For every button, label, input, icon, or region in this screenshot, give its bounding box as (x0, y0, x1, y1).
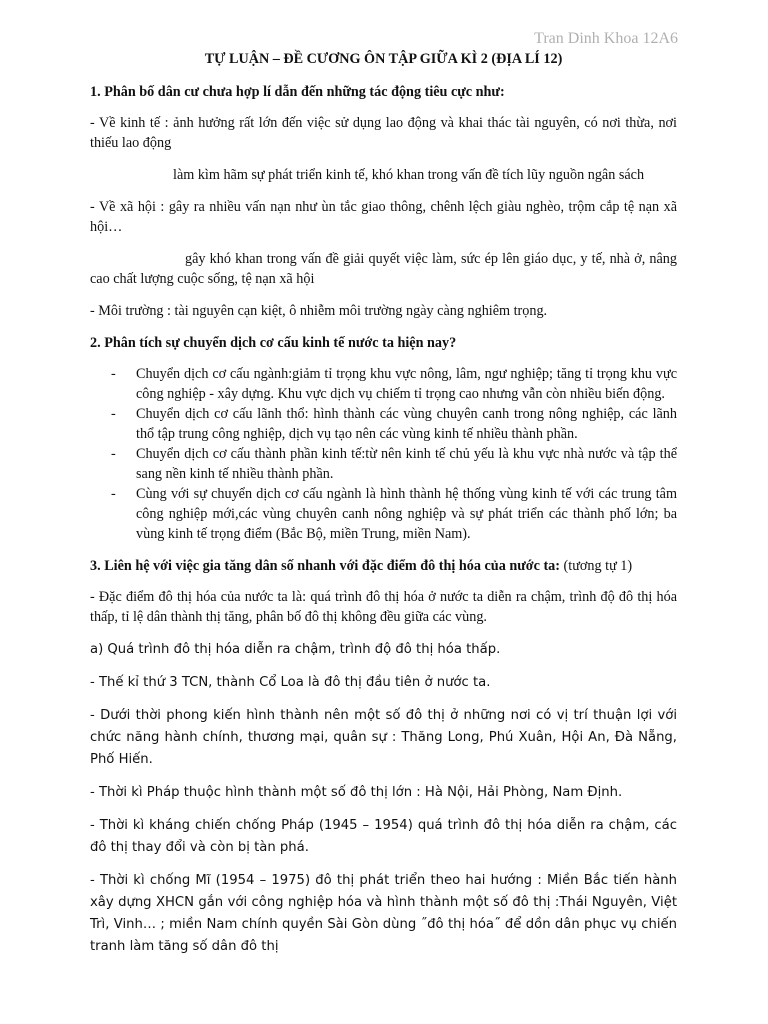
section-1-economy: - Về kinh tế : ảnh hưởng rất lớn đến việc sử dụng lao động và khai thác tài nguyên, có nơi thừa, nơi thiếu lao động (90, 115, 677, 151)
dash-bullet: - (111, 446, 116, 462)
section-3-heading-note: (tương tự 1) (559, 558, 633, 574)
dash-bullet: - (111, 486, 116, 502)
list-item (90, 364, 677, 404)
list-item-text: Chuyển dịch cơ cấu lãnh thổ: hình thành các vùng chuyên canh trong nông nghiệp, các lãnh thổ tập trung công nghiệp, dịch vụ tạo nên các vùng kinh tế nhiều thành phần. (136, 406, 677, 442)
dash-bullet: - (111, 366, 116, 382)
list-item (90, 484, 677, 544)
section-3-characteristics: - Đặc điểm đô thị hóa của nước ta là: quá trình đô thị hóa ở nước ta diễn ra chậm, trình độ đô thị hóa thấp, tỉ lệ dân thành thị tăng, phân bố đô thị không đều giữa các vùng. (90, 589, 677, 625)
list-item-text: Chuyển dịch cơ cấu ngành:giảm tỉ trọng khu vực nông, lâm, ngư nghiệp; tăng tỉ trọng khu vực công nghiệp - xây dựng. Khu vực dịch vụ chiếm tỉ trọng cao nhưng vẫn còn nhiều biến động. (136, 366, 677, 402)
section-3-heading (90, 556, 677, 576)
list-item (90, 444, 677, 484)
section-3a-item: - Thế kỉ thứ 3 TCN, thành Cổ Loa là đô thị đầu tiên ở nước ta. (90, 675, 491, 690)
dash-bullet: - (111, 406, 116, 422)
section-1-society: - Về xã hội : gây ra nhiều vấn nạn như ùn tắc giao thông, chênh lệch giàu nghèo, trộm cắp tệ nạn xã hội… (90, 199, 677, 235)
section-3a-item: - Dưới thời phong kiến hình thành nên một số đô thị ở những nơi có vị trí thuận lợi với chức năng hành chính, thương mại, quân sự : Thăng Long, Phú Xuân, Hội An, Đà Nẵng, Phố Hiến. (90, 708, 677, 767)
section-2-list (90, 364, 677, 544)
section-3-heading-bold: 3. Liên hệ với việc gia tăng dân số nhanh với đặc điểm đô thị hóa của nước ta: (90, 558, 560, 574)
section-1-heading: 1. Phân bố dân cư chưa hợp lí dẫn đến những tác động tiêu cực như: (90, 84, 505, 100)
document-body (90, 49, 677, 969)
author-watermark: Tran Dinh Khoa 12A6 (534, 30, 678, 47)
section-3a-heading: a) Quá trình đô thị hóa diễn ra chậm, trình độ đô thị hóa thấp. (90, 642, 501, 657)
section-3a-item: - Thời kì kháng chiến chống Pháp (1945 – 1954) quá trình đô thị hóa diễn ra chậm, các đô thị thay đổi và còn bị tàn phá. (90, 818, 677, 855)
section-2-heading: 2. Phân tích sự chuyển dịch cơ cấu kinh tế nước ta hiện nay? (90, 335, 457, 351)
section-1-economy-cont: làm kìm hãm sự phát triển kinh tế, khó khan trong vấn đề tích lũy nguồn ngân sách (173, 167, 645, 183)
section-3a-item: - Thời kì Pháp thuộc hình thành một số đô thị lớn : Hà Nội, Hải Phòng, Nam Định. (90, 785, 623, 800)
section-3a-item: - Thời kì chống Mĩ (1954 – 1975) đô thị phát triển theo hai hướng : Miền Bắc tiến hành xây dựng XHCN gắn với công nghiệp hóa và hình thành một số đô thị :Thái Nguyên, Việt Trì, Vinh… ; miền Nam chính quyền Sài Gòn dùng ˝đô thị hóa˝ để dồn dân phục vụ chiến tranh làm tăng số dân đô thị (90, 873, 677, 954)
list-item (90, 404, 677, 444)
section-1-environment: - Môi trường : tài nguyên cạn kiệt, ô nhiễm môi trường ngày càng nghiêm trọng. (90, 303, 548, 319)
section-1-society-cont: gây khó khan trong vấn đề giải quyết việc làm, sức ép lên giáo dục, y tế, nhà ở, nâng cao chất lượng cuộc sống, tệ nạn xã hội (90, 251, 677, 287)
list-item-text: Chuyển dịch cơ cấu thành phần kinh tế:từ nên kinh tế chủ yếu là khu vực nhà nước và tập thể sang nền kinh tế nhiều thành phần. (136, 446, 677, 482)
list-item-text: Cùng với sự chuyển dịch cơ cấu ngành là hình thành hệ thống vùng kinh tế với các trung tâm công nghiệp mới,các vùng chuyên canh nông nghiệp và sự phát triển các thành phố lớn; ba vùng kinh tế trọng điểm (Bắc Bộ, miền Trung, miền Nam). (136, 486, 677, 542)
document-title: TỰ LUẬN – ĐỀ CƯƠNG ÔN TẬP GIỮA KÌ 2 (ĐỊA LÍ 12) (204, 51, 563, 67)
